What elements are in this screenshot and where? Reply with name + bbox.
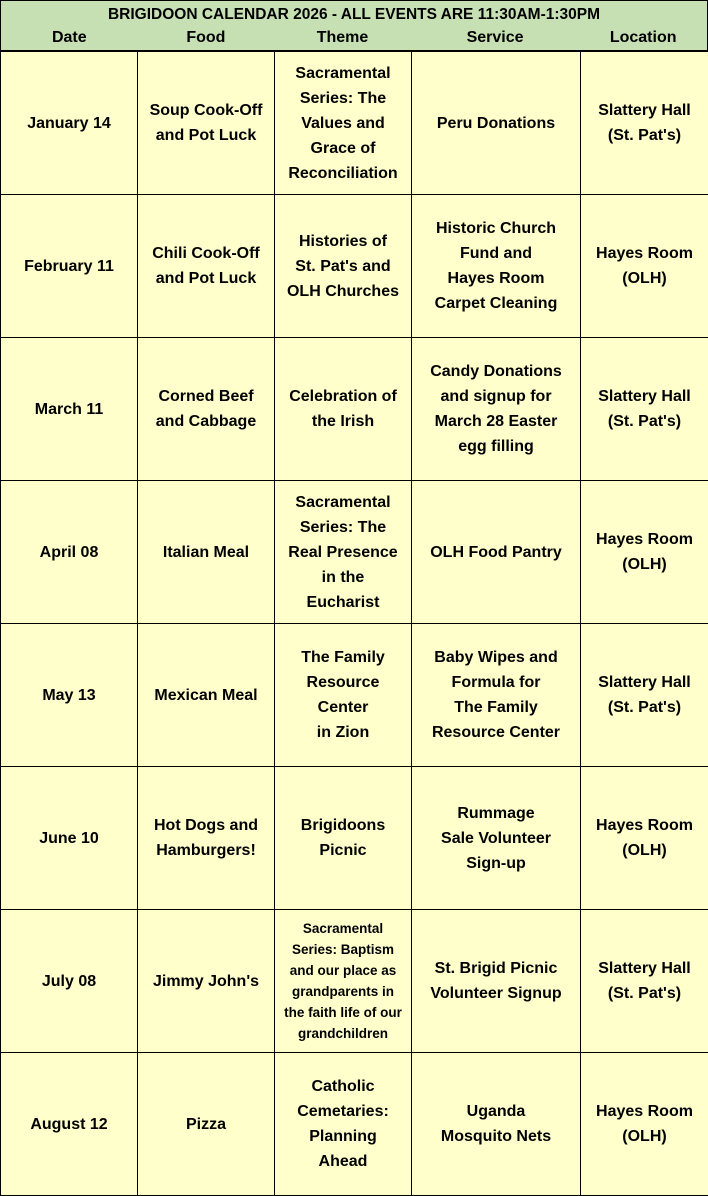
cell-service bbox=[412, 338, 581, 481]
column-header-service: Service bbox=[466, 29, 524, 46]
cell-theme bbox=[275, 195, 412, 338]
theme-line: Sacramental bbox=[295, 493, 391, 511]
cell-theme bbox=[275, 338, 412, 481]
cell-theme bbox=[275, 624, 412, 767]
cell-theme bbox=[275, 910, 412, 1053]
date-line: May 13 bbox=[42, 686, 96, 704]
theme-line: Resource bbox=[306, 674, 380, 691]
location-line: (St. Pat's) bbox=[607, 985, 682, 1002]
food-line: and Pot Luck bbox=[155, 127, 257, 144]
cell-theme bbox=[275, 1053, 412, 1196]
table-row bbox=[1, 1053, 708, 1196]
cell-location bbox=[581, 910, 708, 1053]
cell-location bbox=[581, 195, 708, 338]
service-line: Uganda bbox=[466, 1103, 526, 1120]
cell-location bbox=[581, 1053, 708, 1196]
date-line: March 11 bbox=[34, 400, 104, 418]
food-line: Jimmy John's bbox=[152, 972, 260, 990]
food-line: Corned Beef bbox=[158, 388, 254, 405]
cell-theme bbox=[275, 767, 412, 910]
location-line: Slattery Hall bbox=[598, 674, 691, 691]
cell-food bbox=[138, 910, 275, 1053]
table-row bbox=[1, 624, 708, 767]
date-line: August 12 bbox=[30, 1115, 108, 1133]
cell-date bbox=[1, 624, 138, 767]
food-line: Soup Cook-Off bbox=[149, 102, 263, 119]
theme-line: Series: Baptism bbox=[291, 942, 395, 957]
cell-food bbox=[138, 767, 275, 910]
column-header-theme: Theme bbox=[316, 29, 369, 46]
calendar-header bbox=[0, 0, 708, 51]
location-line: Hayes Room bbox=[596, 531, 693, 548]
food-line: and Pot Luck bbox=[155, 270, 257, 287]
service-line: Formula for bbox=[451, 674, 541, 691]
cell-service bbox=[412, 195, 581, 338]
theme-line: Series: The bbox=[299, 89, 387, 107]
service-line: Sign-up bbox=[466, 854, 526, 872]
location-line: (OLH) bbox=[622, 842, 667, 859]
date-line: July 08 bbox=[41, 972, 97, 990]
cell-location bbox=[581, 338, 708, 481]
service-line: Historic Church bbox=[435, 220, 556, 237]
cell-location bbox=[581, 624, 708, 767]
cell-date bbox=[1, 767, 138, 910]
service-line: Rummage bbox=[457, 804, 535, 822]
column-header-food: Food bbox=[186, 29, 226, 46]
date-line: June 10 bbox=[39, 829, 99, 847]
location-line: (OLH) bbox=[622, 270, 667, 287]
service-line: Resource Center bbox=[431, 724, 561, 741]
theme-line: Reconciliation bbox=[288, 164, 398, 182]
theme-line: Histories of bbox=[298, 232, 387, 250]
location-line: (OLH) bbox=[622, 556, 667, 573]
table-row bbox=[1, 195, 708, 338]
table-row bbox=[1, 767, 708, 910]
location-line: (St. Pat's) bbox=[607, 127, 682, 144]
cell-theme bbox=[275, 481, 412, 624]
service-line: and signup for bbox=[440, 388, 552, 405]
column-headers bbox=[1, 27, 707, 50]
cell-food bbox=[138, 481, 275, 624]
cell-date bbox=[1, 910, 138, 1053]
cell-date bbox=[1, 481, 138, 624]
service-line: Mosquito Nets bbox=[440, 1128, 552, 1145]
cell-service bbox=[412, 52, 581, 195]
food-line: Hamburgers! bbox=[156, 842, 256, 859]
service-line: Hayes Room bbox=[447, 270, 545, 287]
service-line: Carpet Cleaning bbox=[434, 295, 558, 312]
date-line: January 14 bbox=[27, 114, 111, 132]
table-row bbox=[1, 910, 708, 1053]
cell-service bbox=[412, 481, 581, 624]
cell-food bbox=[138, 624, 275, 767]
theme-line: the Irish bbox=[311, 413, 375, 430]
food-line: Chili Cook-Off bbox=[152, 245, 260, 262]
service-line: Candy Donations bbox=[430, 363, 562, 380]
table-row bbox=[1, 52, 708, 195]
theme-line: Planning bbox=[309, 1128, 377, 1145]
location-line: Slattery Hall bbox=[598, 102, 691, 119]
theme-line: Eucharist bbox=[306, 593, 380, 611]
theme-line: the faith life of our bbox=[284, 1005, 402, 1020]
service-line: Baby Wipes and bbox=[434, 649, 558, 666]
theme-line: grandparents in bbox=[291, 984, 394, 999]
cell-food bbox=[138, 338, 275, 481]
service-line: March 28 Easter bbox=[434, 413, 558, 430]
cell-service bbox=[412, 1053, 581, 1196]
cell-location bbox=[581, 52, 708, 195]
food-line: and Cabbage bbox=[155, 413, 257, 430]
service-line: The Family bbox=[454, 699, 538, 716]
service-line: Peru Donations bbox=[436, 114, 556, 132]
theme-line: Sacramental bbox=[302, 921, 384, 936]
food-line: Hot Dogs and bbox=[154, 817, 258, 834]
cell-location bbox=[581, 767, 708, 910]
theme-line: Ahead bbox=[318, 1153, 368, 1170]
location-line: (St. Pat's) bbox=[607, 413, 682, 430]
cell-theme bbox=[275, 52, 412, 195]
location-line: Hayes Room bbox=[596, 1103, 693, 1120]
service-line: OLH Food Pantry bbox=[430, 543, 562, 561]
food-line: Mexican Meal bbox=[154, 686, 258, 704]
theme-line: Cemetaries: bbox=[297, 1103, 389, 1120]
theme-line: Center bbox=[317, 699, 369, 716]
cell-food bbox=[138, 195, 275, 338]
cell-service bbox=[412, 910, 581, 1053]
cell-date bbox=[1, 338, 138, 481]
theme-line: Grace of bbox=[310, 139, 376, 157]
service-line: Sale Volunteer bbox=[441, 829, 551, 847]
location-line: Slattery Hall bbox=[598, 388, 691, 405]
food-line: Pizza bbox=[185, 1115, 226, 1133]
location-line: Hayes Room bbox=[596, 245, 693, 262]
column-header-date: Date bbox=[51, 29, 87, 46]
theme-line: Series: The bbox=[299, 518, 387, 536]
theme-line: Sacramental bbox=[295, 64, 391, 82]
theme-line: and our place as bbox=[289, 963, 397, 978]
theme-line: The Family bbox=[301, 649, 385, 666]
theme-line: Catholic bbox=[311, 1078, 375, 1095]
service-line: Volunteer Signup bbox=[430, 985, 562, 1002]
column-header-location: Location bbox=[609, 29, 677, 46]
theme-line: grandchildren bbox=[297, 1026, 388, 1041]
location-line: (St. Pat's) bbox=[607, 699, 682, 716]
theme-line: Picnic bbox=[319, 842, 367, 859]
location-line: Slattery Hall bbox=[598, 960, 691, 977]
events-table-body bbox=[1, 52, 708, 1196]
cell-date bbox=[1, 195, 138, 338]
service-line: Fund and bbox=[460, 245, 532, 262]
cell-location bbox=[581, 481, 708, 624]
cell-service bbox=[412, 624, 581, 767]
theme-line: in the bbox=[321, 568, 365, 586]
theme-line: Values and bbox=[301, 114, 385, 132]
cell-food bbox=[138, 1053, 275, 1196]
cell-date bbox=[1, 1053, 138, 1196]
theme-line: Real Presence bbox=[288, 543, 398, 561]
theme-line: Brigidoons bbox=[300, 817, 386, 834]
theme-line: OLH Churches bbox=[286, 282, 399, 300]
cell-date bbox=[1, 52, 138, 195]
cell-food bbox=[138, 52, 275, 195]
events-table bbox=[0, 51, 708, 1196]
service-line: egg filling bbox=[458, 438, 534, 455]
table-row bbox=[1, 338, 708, 481]
calendar-title: BRIGIDOON CALENDAR 2026 - ALL EVENTS ARE 11:30AM-1:30PM bbox=[107, 6, 601, 23]
date-line: February 11 bbox=[24, 257, 114, 275]
food-line: Italian Meal bbox=[162, 543, 250, 561]
location-line: Hayes Room bbox=[596, 817, 693, 834]
table-row bbox=[1, 481, 708, 624]
cell-service bbox=[412, 767, 581, 910]
theme-line: in Zion bbox=[316, 724, 370, 741]
theme-line: St. Pat's and bbox=[295, 257, 391, 275]
date-line: April 08 bbox=[39, 543, 99, 561]
location-line: (OLH) bbox=[622, 1128, 667, 1145]
service-line: St. Brigid Picnic bbox=[434, 960, 558, 977]
theme-line: Celebration of bbox=[289, 388, 397, 405]
